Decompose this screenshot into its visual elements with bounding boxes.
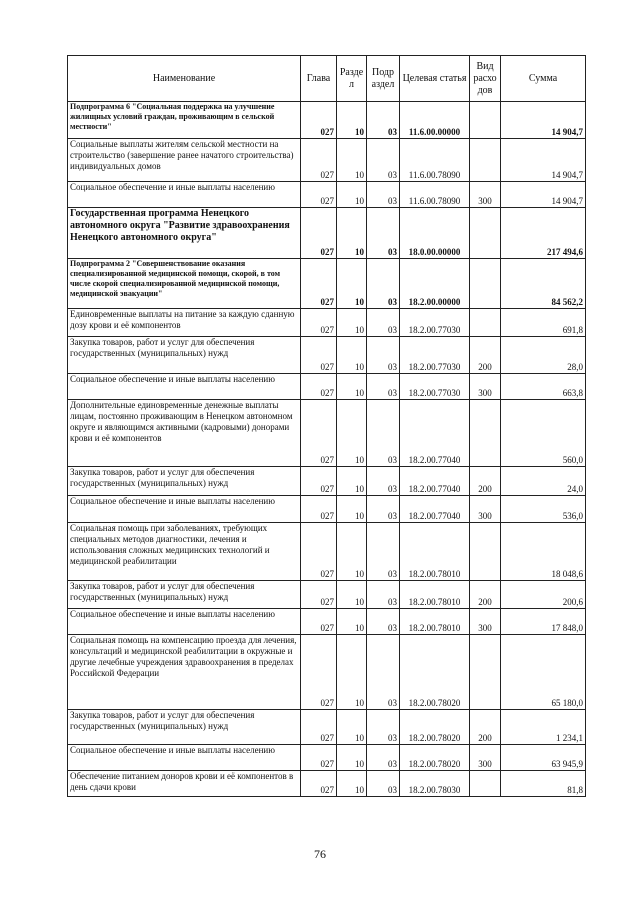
cell-razdel: 10 [337,496,367,523]
cell-podrazdel: 03 [367,635,400,710]
cell-vid [470,139,501,182]
table-row [68,337,586,374]
table-row [68,139,586,182]
cell-vid [470,635,501,710]
cell-podrazdel: 03 [367,374,400,400]
cell-razdel: 10 [337,400,367,467]
cell-sum: 81,8 [501,771,586,797]
table-row [68,523,586,581]
cell-vid [470,523,501,581]
cell-sum: 536,0 [501,496,586,523]
cell-podrazdel: 03 [367,771,400,797]
table-row [68,745,586,771]
cell-sum: 63 945,9 [501,745,586,771]
header-sum: Сумма [501,56,586,102]
cell-vid [470,102,501,139]
cell-podrazdel: 03 [367,581,400,609]
table-row [68,581,586,609]
table-row [68,102,586,139]
cell-vid: 300 [470,374,501,400]
table-row [68,208,586,259]
cell-glava: 027 [301,182,337,208]
cell-podrazdel: 03 [367,139,400,182]
cell-podrazdel: 03 [367,182,400,208]
cell-name: Закупка товаров, работ и услуг для обеспечения государственных (муниципальных) нужд [68,581,301,609]
cell-target: 18.2.00.00000 [400,259,470,309]
cell-glava: 027 [301,635,337,710]
cell-podrazdel: 03 [367,609,400,635]
table-row [68,496,586,523]
cell-podrazdel: 03 [367,102,400,139]
cell-razdel: 10 [337,337,367,374]
cell-podrazdel: 03 [367,309,400,337]
cell-glava: 027 [301,139,337,182]
cell-sum: 200,6 [501,581,586,609]
table-row [68,609,586,635]
cell-target: 11.6.00.78090 [400,182,470,208]
cell-sum: 691,8 [501,309,586,337]
cell-sum: 17 848,0 [501,609,586,635]
cell-razdel: 10 [337,745,367,771]
cell-sum: 28,0 [501,337,586,374]
cell-vid: 200 [470,581,501,609]
cell-target: 11.6.00.78090 [400,139,470,182]
cell-glava: 027 [301,581,337,609]
header-target: Целевая статья [400,56,470,102]
cell-name: Закупка товаров, работ и услуг для обеспечения государственных (муниципальных) нужд [68,337,301,374]
header-podrazdel: Подр аздел [367,56,400,102]
cell-target: 18.2.00.77030 [400,374,470,400]
cell-vid: 200 [470,337,501,374]
cell-target: 18.2.00.78020 [400,635,470,710]
cell-target: 18.2.00.77040 [400,496,470,523]
cell-sum: 14 904,7 [501,139,586,182]
cell-target: 18.2.00.77040 [400,467,470,496]
cell-name: Социальное обеспечение и иные выплаты населению [68,609,301,635]
cell-glava: 027 [301,400,337,467]
cell-vid [470,309,501,337]
cell-sum: 663,8 [501,374,586,400]
cell-vid: 300 [470,182,501,208]
cell-glava: 027 [301,337,337,374]
cell-target: 18.2.00.78010 [400,609,470,635]
cell-podrazdel: 03 [367,496,400,523]
header-razdel: Разде л [337,56,367,102]
cell-razdel: 10 [337,102,367,139]
cell-name: Государственная программа Ненецкого автономного округа "Развитие здравоохранения Ненецкого автономного округа" [68,208,301,259]
cell-vid [470,208,501,259]
cell-sum: 1 234,1 [501,710,586,745]
cell-glava: 027 [301,467,337,496]
cell-name: Социальное обеспечение и иные выплаты населению [68,374,301,400]
table-header-row [68,56,586,102]
cell-target: 18.2.00.77030 [400,337,470,374]
cell-razdel: 10 [337,374,367,400]
cell-vid: 300 [470,609,501,635]
cell-razdel: 10 [337,139,367,182]
cell-podrazdel: 03 [367,710,400,745]
cell-glava: 027 [301,609,337,635]
cell-glava: 027 [301,523,337,581]
table-row [68,635,586,710]
cell-glava: 027 [301,208,337,259]
cell-podrazdel: 03 [367,400,400,467]
cell-podrazdel: 03 [367,523,400,581]
cell-target: 11.6.00.00000 [400,102,470,139]
cell-glava: 027 [301,496,337,523]
header-vid: Вид расхо дов [470,56,501,102]
cell-name: Подпрограмма 2 "Совершенствование оказания специализированной медицинской помощи, скорой, в том числе скорой специализированной медицинской помощи, медицинской эвакуации" [68,259,301,309]
cell-razdel: 10 [337,309,367,337]
cell-razdel: 10 [337,635,367,710]
cell-sum: 217 494,6 [501,208,586,259]
cell-razdel: 10 [337,609,367,635]
budget-table [67,55,586,797]
cell-name: Закупка товаров, работ и услуг для обеспечения государственных (муниципальных) нужд [68,710,301,745]
cell-name: Социальное обеспечение и иные выплаты населению [68,745,301,771]
table-row [68,259,586,309]
page-number: 76 [314,847,326,861]
table-row [68,309,586,337]
cell-glava: 027 [301,259,337,309]
cell-glava: 027 [301,745,337,771]
cell-razdel: 10 [337,467,367,496]
table-row [68,771,586,797]
cell-sum: 24,0 [501,467,586,496]
cell-name: Единовременные выплаты на питание за каждую сданную дозу крови и её компонентов [68,309,301,337]
table-row [68,182,586,208]
cell-sum: 560,0 [501,400,586,467]
cell-glava: 027 [301,309,337,337]
cell-name: Социальная помощь на компенсацию проезда для лечения, консультаций и медицинской реабилитации в окружные и другие лечебные учреждения здравоохранения в пределах Российской Федерации [68,635,301,710]
cell-vid: 200 [470,710,501,745]
cell-name: Социальное обеспечение и иные выплаты населению [68,182,301,208]
cell-podrazdel: 03 [367,208,400,259]
cell-name: Обеспечение питанием доноров крови и её компонентов в день сдачи крови [68,771,301,797]
cell-name: Социальные выплаты жителям сельской местности на строительство (завершение ранее начатого строительства) индивидуальных домов [68,139,301,182]
cell-razdel: 10 [337,581,367,609]
cell-name: Социальная помощь при заболеваниях, требующих специальных методов диагностики, лечения и использования сложных медицинских технологий и медицинской реабилитации [68,523,301,581]
cell-glava: 027 [301,374,337,400]
cell-target: 18.2.00.78010 [400,581,470,609]
cell-podrazdel: 03 [367,745,400,771]
cell-sum: 18 048,6 [501,523,586,581]
cell-target: 18.2.00.77030 [400,309,470,337]
cell-target: 18.2.00.77040 [400,400,470,467]
table-row [68,710,586,745]
table-row [68,467,586,496]
cell-razdel: 10 [337,208,367,259]
cell-podrazdel: 03 [367,467,400,496]
cell-name: Социальное обеспечение и иные выплаты населению [68,496,301,523]
cell-glava: 027 [301,102,337,139]
cell-target: 18.2.00.78020 [400,710,470,745]
cell-vid [470,771,501,797]
cell-razdel: 10 [337,710,367,745]
cell-vid: 300 [470,745,501,771]
cell-target: 18.2.00.78010 [400,523,470,581]
table-row [68,400,586,467]
cell-sum: 65 180,0 [501,635,586,710]
cell-vid [470,259,501,309]
cell-target: 18.2.00.78030 [400,771,470,797]
cell-name: Закупка товаров, работ и услуг для обеспечения государственных (муниципальных) нужд [68,467,301,496]
cell-razdel: 10 [337,182,367,208]
cell-vid: 300 [470,496,501,523]
cell-name: Подпрограмма 6 "Социальная поддержка на улучшение жилищных условий граждан, проживающим в сельской местности" [68,102,301,139]
cell-razdel: 10 [337,523,367,581]
cell-vid [470,400,501,467]
cell-sum: 14 904,7 [501,182,586,208]
cell-razdel: 10 [337,259,367,309]
cell-glava: 027 [301,710,337,745]
cell-target: 18.2.00.78020 [400,745,470,771]
cell-sum: 84 562,2 [501,259,586,309]
cell-vid: 200 [470,467,501,496]
cell-name: Дополнительные единовременные денежные выплаты лицам, постоянно проживающим в Ненецком автономном округе и являющимся активными (кадровыми) донорами крови и её компонентов [68,400,301,467]
cell-glava: 027 [301,771,337,797]
cell-sum: 14 904,7 [501,102,586,139]
cell-target: 18.0.00.00000 [400,208,470,259]
table-row [68,374,586,400]
cell-razdel: 10 [337,771,367,797]
cell-podrazdel: 03 [367,259,400,309]
header-name: Наименование [68,56,301,102]
cell-podrazdel: 03 [367,337,400,374]
header-glava: Глава [301,56,337,102]
